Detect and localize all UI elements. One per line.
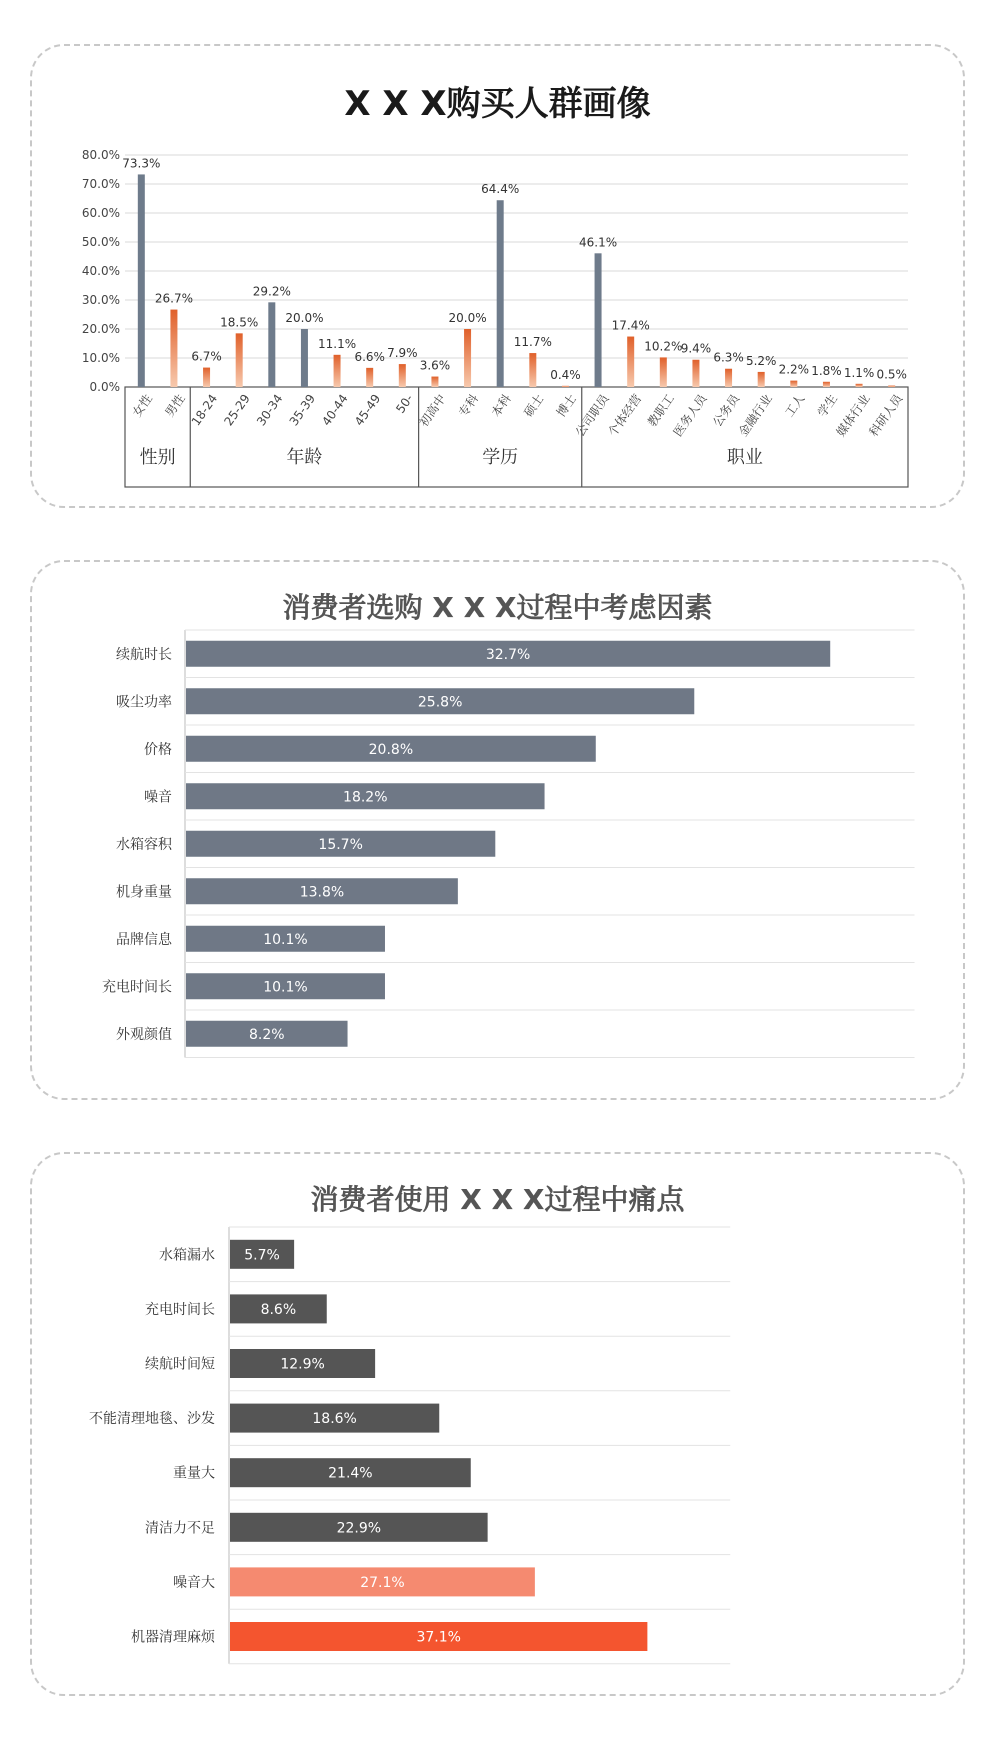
data-label: 2.2%: [778, 362, 810, 377]
data-label: 7.9%: [387, 346, 418, 361]
x-tick-label: 40-44: [319, 391, 351, 429]
bar: [725, 369, 732, 387]
bar: [399, 364, 406, 387]
bar: [431, 377, 438, 387]
x-tick-label: 女性: [129, 391, 155, 420]
y-tick-label: 10.0%: [81, 351, 120, 365]
x-tick-label: 35-39: [286, 391, 319, 429]
bar: [301, 329, 308, 387]
bar: [856, 384, 863, 387]
x-tick-label: 硕士: [521, 391, 547, 420]
data-label: 46.1%: [579, 235, 618, 250]
data-label: 8.2%: [248, 1026, 285, 1043]
category-label: 重量大: [173, 1465, 215, 1482]
bar: [529, 353, 536, 387]
pain-points-title: 消费者使用 X X X过程中痛点: [310, 1183, 685, 1216]
y-tick-label: 0.0%: [89, 380, 120, 394]
bar: [138, 174, 145, 387]
data-label: 10.1%: [263, 979, 308, 996]
category-label: 充电时间长: [145, 1301, 215, 1318]
bar: [595, 253, 602, 387]
data-label: 64.4%: [481, 182, 520, 197]
data-label: 11.1%: [318, 336, 357, 351]
x-tick-label: 科研人员: [866, 391, 906, 440]
category-label: 水箱漏水: [159, 1247, 215, 1264]
x-tick-label: 公务员: [710, 391, 743, 430]
category-label: 价格: [144, 741, 172, 758]
y-tick-label: 70.0%: [81, 177, 120, 191]
data-label: 32.7%: [485, 646, 531, 663]
x-tick-label: 18-24: [188, 391, 221, 429]
data-label: 8.6%: [260, 1301, 297, 1318]
category-label: 品牌信息: [116, 931, 172, 948]
data-label: 29.2%: [252, 284, 291, 299]
data-label: 10.2%: [644, 339, 683, 354]
category-label: 水箱容积: [116, 836, 172, 853]
data-label: 3.6%: [419, 358, 451, 373]
x-tick-label: 男性: [162, 391, 188, 420]
data-label: 1.8%: [811, 363, 842, 378]
category-label: 噪音大: [173, 1574, 215, 1591]
data-label: 22.9%: [336, 1520, 382, 1537]
x-tick-label: 50-: [393, 391, 416, 416]
bar: [366, 368, 373, 387]
data-label: 37.1%: [416, 1629, 461, 1646]
y-tick-label: 60.0%: [81, 206, 120, 220]
x-tick-label: 30-34: [254, 391, 286, 429]
purchase-factors-title: 消费者选购 X X X过程中考虑因素: [282, 591, 713, 624]
data-label: 27.1%: [360, 1574, 405, 1591]
data-label: 5.7%: [244, 1247, 280, 1264]
y-tick-label: 20.0%: [81, 322, 120, 336]
data-label: 21.4%: [328, 1465, 373, 1482]
y-tick-label: 50.0%: [81, 235, 120, 249]
y-tick-label: 30.0%: [81, 293, 120, 307]
bar: [236, 333, 243, 387]
category-label: 外观颜值: [116, 1026, 172, 1043]
bar: [334, 355, 341, 387]
data-label: 25.8%: [417, 694, 463, 711]
data-label: 6.3%: [713, 350, 744, 365]
x-tick-label: 专科: [455, 391, 482, 420]
data-label: 1.1%: [843, 365, 875, 380]
bar: [660, 357, 667, 387]
x-tick-label: 公司职员: [572, 391, 612, 440]
bar: [823, 382, 830, 387]
x-tick-label: 初高中: [416, 391, 449, 430]
data-label: 9.4%: [680, 341, 712, 356]
bar: [562, 386, 569, 387]
data-label: 0.4%: [550, 367, 581, 382]
x-tick-label: 教职工: [644, 391, 677, 430]
category-label: 机身重量: [116, 884, 172, 901]
group-label: 职业: [726, 447, 763, 468]
y-tick-label: 40.0%: [81, 264, 120, 278]
bar: [627, 337, 634, 387]
x-tick-label: 学生: [814, 391, 841, 420]
data-label: 73.3%: [122, 156, 161, 171]
data-label: 17.4%: [611, 318, 650, 333]
x-tick-label: 媒体行业: [833, 391, 873, 440]
data-label: 6.7%: [191, 349, 222, 364]
category-label: 清洁力不足: [145, 1520, 215, 1537]
group-label: 学历: [482, 447, 519, 468]
x-tick-label: 金融行业: [735, 391, 775, 440]
x-tick-label: 个体经营: [605, 391, 645, 440]
bar: [888, 386, 895, 387]
category-label: 充电时间长: [102, 979, 172, 996]
data-label: 12.9%: [280, 1356, 325, 1373]
data-label: 15.7%: [318, 836, 363, 853]
x-tick-label: 医务人员: [670, 391, 710, 440]
bar: [497, 200, 504, 387]
x-tick-label: 本科: [488, 391, 514, 420]
data-label: 20.8%: [368, 741, 414, 758]
data-label: 18.2%: [343, 789, 388, 806]
x-tick-label: 25-29: [221, 391, 253, 429]
data-label: 20.0%: [448, 311, 487, 325]
data-label: 0.5%: [876, 367, 907, 382]
data-label: 11.7%: [513, 335, 552, 350]
data-label: 18.5%: [220, 315, 259, 330]
category-label: 不能清理地毯、沙发: [89, 1411, 215, 1428]
data-label: 13.8%: [299, 884, 345, 901]
category-label: 续航时长: [116, 646, 172, 663]
bar: [790, 381, 797, 387]
bar: [268, 302, 275, 387]
category-label: 吸尘功率: [116, 694, 172, 711]
group-label: 性别: [139, 447, 176, 468]
data-label: 18.6%: [312, 1411, 357, 1428]
x-tick-label: 工人: [782, 391, 808, 420]
data-label: 26.7%: [154, 291, 193, 306]
bar: [692, 360, 699, 387]
audience-profile-title: X X X购买人群画像: [344, 84, 651, 124]
group-label: 年龄: [286, 447, 323, 468]
x-tick-label: 45-49: [351, 391, 384, 429]
y-tick-label: 80.0%: [81, 148, 120, 162]
bar: [464, 329, 471, 387]
category-label: 续航时间短: [145, 1356, 215, 1373]
data-label: 20.0%: [285, 311, 324, 325]
bar: [758, 372, 765, 387]
category-label: 噪音: [144, 789, 172, 806]
bar: [203, 368, 210, 387]
data-label: 10.1%: [263, 931, 308, 948]
category-label: 机器清理麻烦: [131, 1629, 215, 1646]
data-label: 6.6%: [354, 349, 385, 364]
x-tick-label: 博士: [553, 391, 580, 420]
data-label: 5.2%: [745, 353, 777, 368]
bar: [170, 310, 177, 387]
